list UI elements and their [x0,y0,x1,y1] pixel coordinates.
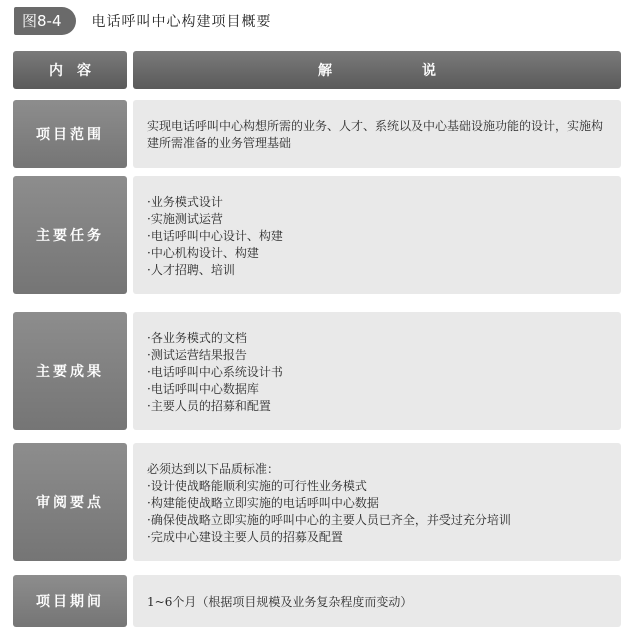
content-line: ·测试运营结果报告 [147,347,247,362]
content-line: ·设计使战略能顺利实施的可行性业务模式 [147,478,367,493]
row-content [133,443,621,561]
content-line: ·完成中心建设主要人员的招募及配置 [147,529,343,544]
content-line: ·实施测试运营 [147,211,223,226]
header-label-cell: 内容 [13,51,127,89]
content-line: ·确保使战略立即实施的呼叫中心的主要人员已齐全，并受过充分培训 [147,512,511,527]
row-label: 审阅要点 [13,443,127,561]
table-row-scope [13,100,621,168]
content-line: 实现电话呼叫中心构想所需的业务、人才、系统以及中心基础设施功能的设计，实施构建所需准备的业务管理基础 [147,119,604,150]
figure-header [14,6,272,36]
table-row-tasks [13,176,621,294]
content-line: ·人才招聘、培训 [147,262,235,277]
content-line: ·主要人员的招募和配置 [147,398,271,413]
content-line: ·业务模式设计 [147,194,223,209]
content-line: ·各业务模式的文档 [147,330,247,345]
content-line: ·中心机构设计、构建 [147,245,259,260]
content-line: 1~6个月（根据项目规模及业务复杂程度而变动） [147,594,413,609]
content-line: ·电话呼叫中心设计、构建 [147,228,283,243]
content-line: 必须达到以下品质标准： [147,461,280,476]
row-label: 项目范围 [13,100,127,168]
header-content-cell: 解说 [133,51,621,89]
row-label: 主要任务 [13,176,127,294]
row-label: 项目期间 [13,575,127,627]
table-row-duration [13,575,621,627]
content-line: ·构建能使战略立即实施的电话呼叫中心数据 [147,495,379,510]
table-row-review [13,443,621,561]
row-content [133,575,621,627]
table-header-row [13,51,621,89]
row-content [133,176,621,294]
row-content [133,312,621,430]
row-label: 主要成果 [13,312,127,430]
table-row-deliverables [13,312,621,430]
content-line: ·电话呼叫中心数据库 [147,381,259,396]
figure-title: 电话呼叫中心构建项目概要 [91,14,272,30]
content-line: ·电话呼叫中心系统设计书 [147,364,283,379]
figure-label: 图8-4 [14,7,76,35]
row-content [133,100,621,168]
